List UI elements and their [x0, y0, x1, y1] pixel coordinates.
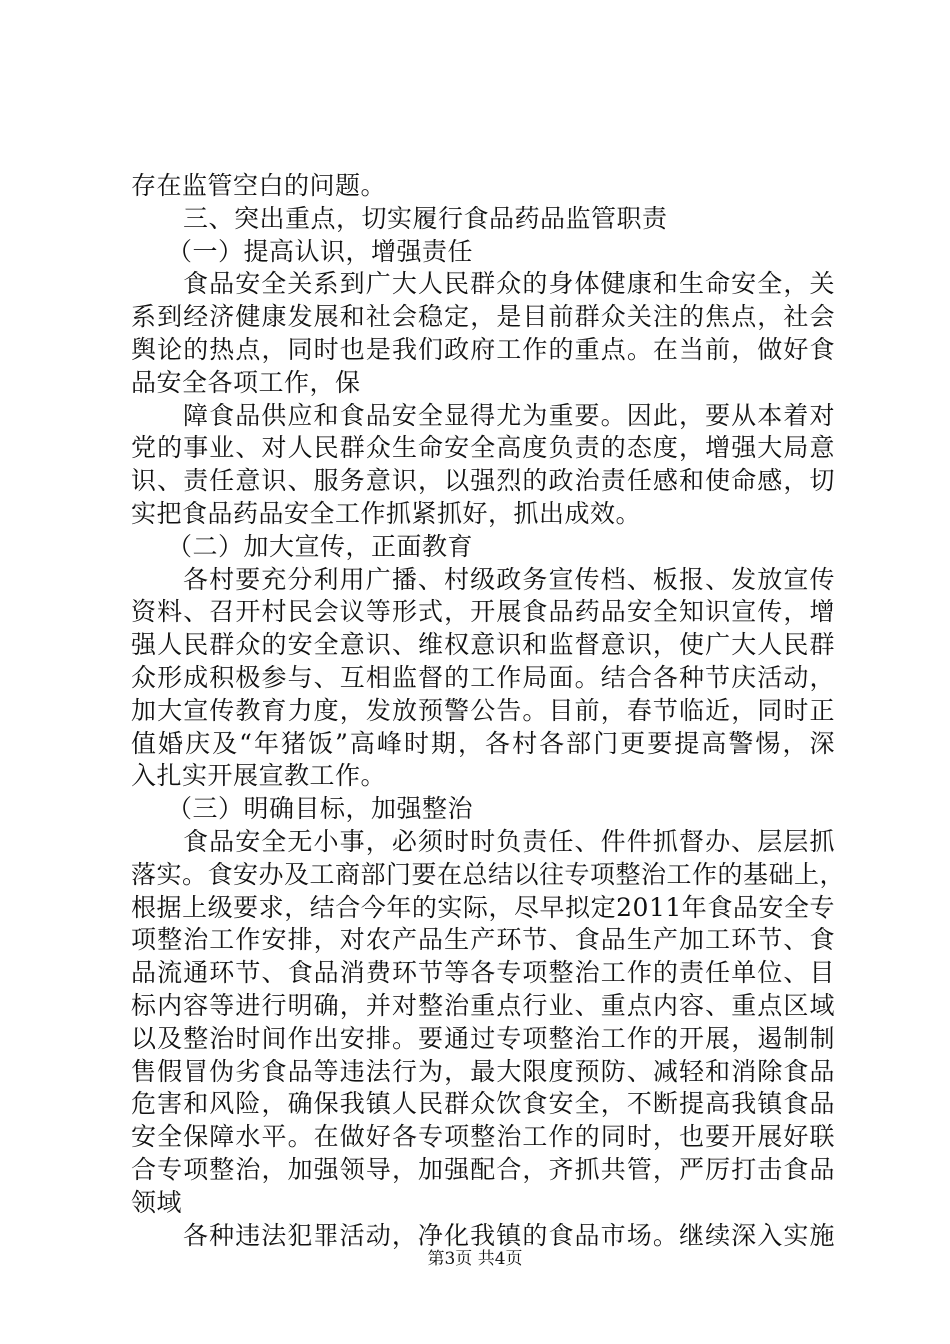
text-line: 售假冒伪劣食品等违法行为，最大限度预防、减轻和消除食品 [131, 1056, 835, 1086]
text-line: 品安全各项工作，保 [131, 367, 361, 397]
text-line: 领域 [131, 1187, 183, 1217]
text-line: 危害和风险，确保我镇人民群众饮食安全，不断提高我镇食品 [131, 1089, 835, 1119]
text-line: 落实。食安办及工商部门要在总结以往专项整治工作的基础上， [131, 859, 846, 889]
text-line: 根据上级要求，结合今年的实际，尽早拟定2011年食品安全专 [131, 892, 835, 922]
text-line: 入扎实开展宣教工作。 [131, 761, 387, 791]
subsection-heading: （一）提高认识，增强责任 [167, 236, 474, 266]
text-line: 项整治工作安排，对农产品生产环节、食品生产加工环节、食 [131, 925, 835, 955]
subsection-heading: （二）加大宣传，正面教育 [167, 531, 474, 561]
text-line: 资料、召开村民会议等形式，开展食品药品安全知识宣传，增 [131, 597, 835, 627]
text-line: 强人民群众的安全意识、维权意识和监督意识，使广大人民群 [131, 630, 835, 660]
text-line: 标内容等进行明确，并对整治重点行业、重点内容、重点区域 [131, 990, 835, 1020]
text-line: 众形成积极参与、互相监督的工作局面。结合各种节庆活动， [131, 662, 835, 692]
document-body [131, 170, 846, 1252]
text-line: 食品安全无小事，必须时时负责任、件件抓督办、层层抓 [183, 826, 835, 856]
text-line: 存在监管空白的问题。 [131, 171, 387, 200]
text-line: 系到经济健康发展和社会稳定，是目前群众关注的焦点，社会 [131, 302, 835, 332]
text-line: 值婚庆及“年猪饭”高峰时期，各村各部门更要提高警惕，深 [131, 728, 835, 758]
text-line: 以及整治时间作出安排。要通过专项整治工作的开展，遏制制 [131, 1023, 835, 1053]
text-line: 食品安全关系到广大人民群众的身体健康和生命安全，关 [183, 269, 835, 299]
text-line: 品流通环节、食品消费环节等各专项整治工作的责任单位、目 [131, 958, 835, 988]
page-number: 第3页 共4页 [427, 1249, 523, 1269]
text-line: 舆论的热点，同时也是我们政府工作的重点。在当前，做好食 [131, 334, 835, 364]
text-line: 各种违法犯罪活动，净化我镇的食品市场。继续深入实施 [183, 1220, 835, 1250]
text-line: 安全保障水平。在做好各专项整治工作的同时，也要开展好联 [131, 1122, 835, 1152]
text-line: 实把食品药品安全工作抓紧抓好，抓出成效。 [131, 498, 642, 528]
text-line: 加大宣传教育力度，发放预警公告。目前，春节临近，同时正 [131, 695, 835, 725]
section-heading: 三、突出重点，切实履行食品药品监管职责 [183, 203, 668, 233]
text-line: 合专项整治，加强领导，加强配合，齐抓共管，严厉打击食品 [131, 1154, 835, 1184]
text-line: 识、责任意识、服务意识，以强烈的政治责任感和使命感，切 [131, 466, 835, 496]
text-line: 障食品供应和食品安全显得尤为重要。因此，要从本着对 [183, 400, 835, 430]
text-line: 党的事业、对人民群众生命安全高度负责的态度，增强大局意 [131, 433, 835, 463]
subsection-heading: （三）明确目标，加强整治 [167, 794, 474, 824]
text-line: 各村要充分利用广播、村级政务宣传档、板报、发放宣传 [183, 564, 835, 594]
